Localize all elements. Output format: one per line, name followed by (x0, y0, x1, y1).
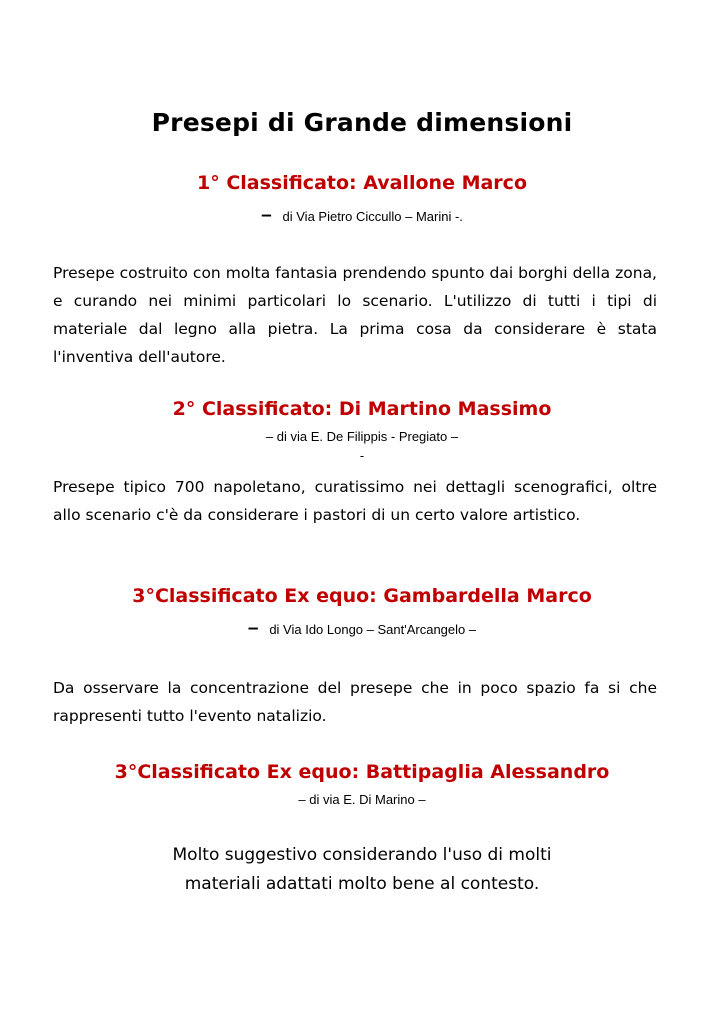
winner-heading-1: 1° Classificato: Avallone Marco (196, 172, 527, 194)
winner-heading-4: 3°Classificato Ex equo: Battipaglia Alessandro (114, 761, 610, 783)
winner-address-4: – di via E. Di Marino – (298, 792, 426, 807)
winner-address-2-extra: - (359, 448, 365, 463)
page-title: Presepi di Grande dimensioni (151, 108, 573, 137)
winner-description-4-line2: materiali adattati molto bene al contesto. (184, 874, 540, 894)
address-text: di Via Pietro Ciccullo – Marini -. (282, 209, 463, 224)
winner-description-2: Presepe tipico 700 napoletano, curatissimo nei dettagli scenografici, oltre allo scenario c'è da considerare i pastori di un certo valore artistico. (53, 478, 657, 524)
winner-description-1: Presepe costruito con molta fantasia prendendo spunto dai borghi della zona, e curando nei minimi particolari lo scenario. L'utilizzo di tutti i tipi di materiale dal legno alla pietra. La prima cosa da considerare è stata l'inventiva dell'autore. (53, 264, 657, 366)
winner-description-3: Da osservare la concentrazione del presepe che in poco spazio fa si che rappresenti tutto l'evento natalizio. (53, 679, 657, 725)
winner-description-4-line1: Molto suggestivo considerando l'uso di molti (172, 845, 552, 865)
address-dash: – (247, 618, 259, 639)
address-text: di Via Ido Longo – Sant'Arcangelo – (269, 622, 477, 637)
winner-address-3 (0, 618, 724, 640)
winner-heading-3: 3°Classificato Ex equo: Gambardella Marco (132, 585, 592, 607)
winner-heading-2: 2° Classificato: Di Martino Massimo (172, 398, 552, 420)
winner-address-2: – di via E. De Filippis - Pregiato – (265, 429, 459, 444)
winner-address-1 (0, 205, 724, 227)
address-dash: – (261, 205, 272, 226)
